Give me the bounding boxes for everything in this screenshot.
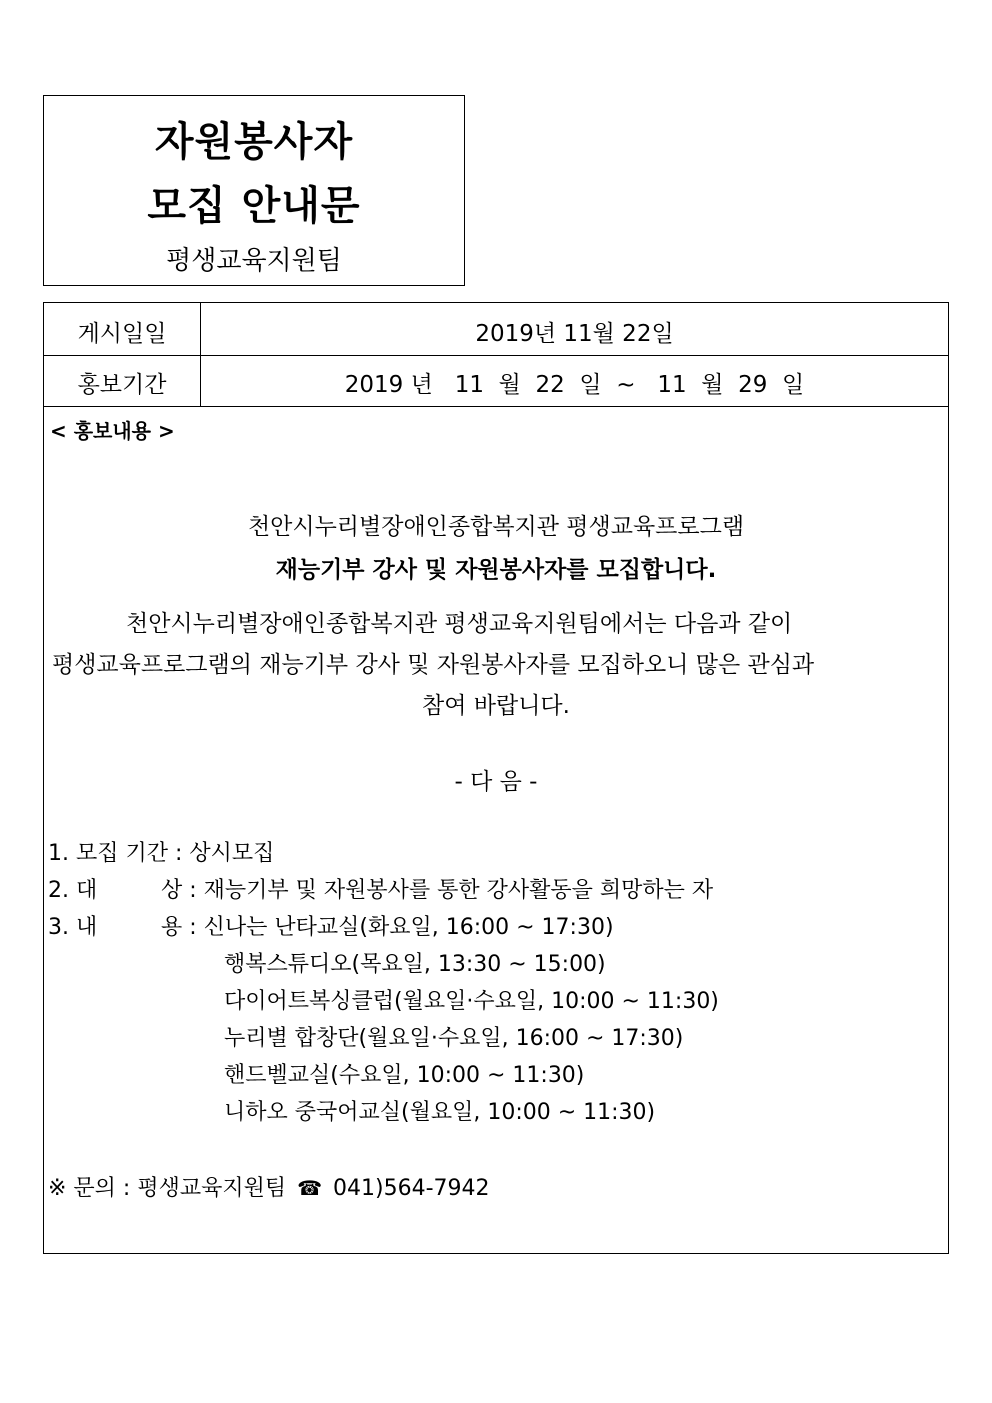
paragraph-line-1: 천안시누리별장애인종합복지관 평생교육지원팀에서는 다음과 같이 xyxy=(126,611,793,637)
table-row-divider xyxy=(44,355,948,356)
period-value: 2019 년 11 월 22 일 ~ 11 월 29 일 xyxy=(344,372,805,398)
section-label: < 홍보내용 > xyxy=(50,419,175,443)
notice-box xyxy=(43,302,949,1254)
item-target: 상 : 재능기부 및 자원봉사를 통한 강사활동을 희망하는 자 xyxy=(161,878,714,903)
paragraph-line-2: 평생교육프로그램의 재능기부 강사 및 자원봉사자를 모집하오니 많은 관심과 xyxy=(52,652,815,678)
program-item: 다이어트복싱클럽(월요일·수요일, 10:00 ~ 11:30) xyxy=(224,989,719,1014)
program-item: 니하오 중국어교실(월요일, 10:00 ~ 11:30) xyxy=(224,1100,656,1125)
item-content: 용 : 신나는 난타교실(화요일, 16:00 ~ 17:30) xyxy=(161,915,614,940)
team-name: 평생교육지원팀 xyxy=(166,246,342,276)
headline-1: 천안시누리별장애인종합복지관 평생교육프로그램 xyxy=(247,514,745,540)
post-date-value: 2019년 11월 22일 xyxy=(475,321,674,347)
paragraph-line-3: 참여 바랍니다. xyxy=(422,693,570,719)
period-label: 홍보기간 xyxy=(77,372,167,398)
phone-icon: ☎ xyxy=(297,1176,323,1200)
post-date-label: 게시일일 xyxy=(77,321,167,347)
table-row-divider xyxy=(44,406,948,407)
item-recruit-period: 1. 모집 기간 : 상시모집 xyxy=(48,841,275,866)
headline-2: 재능기부 강사 및 자원봉사자를 모집합니다. xyxy=(275,557,717,583)
item-target-label: 2. 대 xyxy=(48,878,98,903)
title-line-1: 자원봉사자 xyxy=(154,119,354,165)
item-content-label: 3. 내 xyxy=(48,915,98,940)
title-box xyxy=(43,95,465,286)
contact-prefix: ※ 문의 : 평생교육지원팀 xyxy=(48,1176,287,1201)
title-line-2: 모집 안내문 xyxy=(147,183,361,229)
program-item: 누리별 합창단(월요일·수요일, 16:00 ~ 17:30) xyxy=(224,1026,684,1051)
contact-phone: 041)564-7942 xyxy=(333,1176,490,1201)
contact-line xyxy=(48,1171,490,1202)
next-heading: - 다 음 - xyxy=(454,769,538,795)
program-item: 행복스튜디오(목요일, 13:30 ~ 15:00) xyxy=(224,952,606,977)
program-item: 핸드벨교실(수요일, 10:00 ~ 11:30) xyxy=(224,1063,585,1088)
